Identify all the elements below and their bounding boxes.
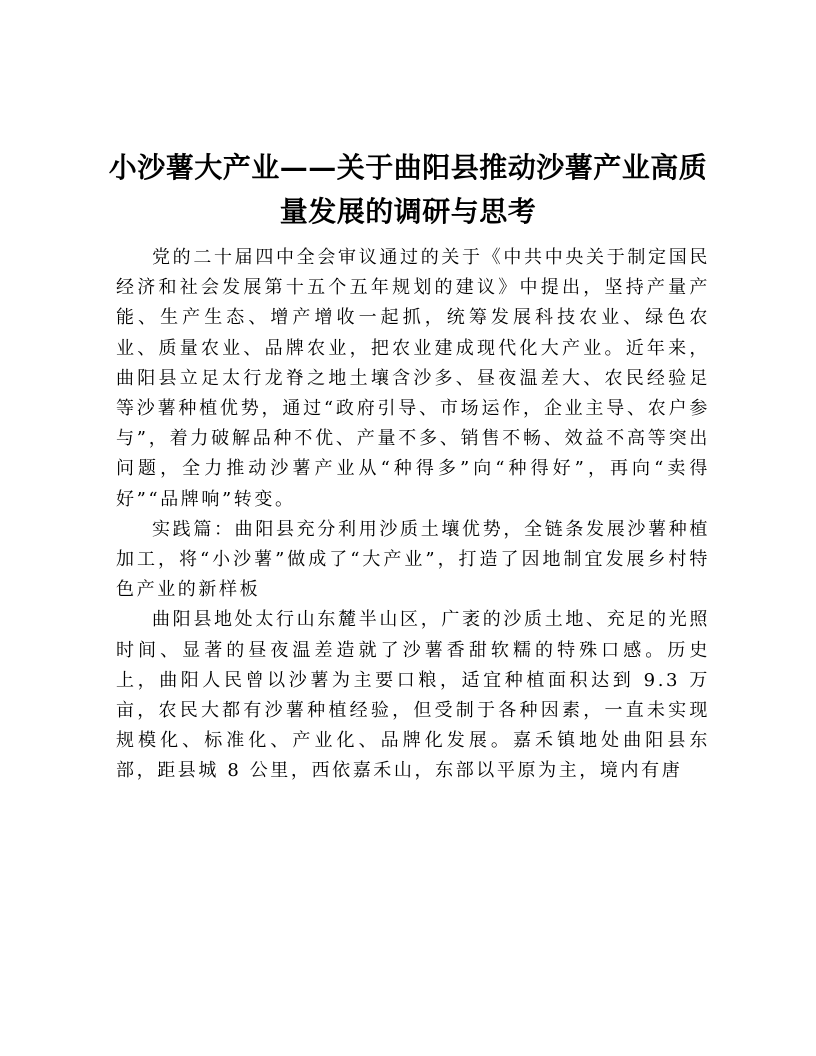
paragraph-practice-heading: 实践篇：曲阳县充分利用沙质土壤优势，全链条发展沙薯种植加工，将“小沙薯”做成了“大产业”，打造了因地制宜发展乡村特色产业的新样板 xyxy=(116,518,710,601)
document-body xyxy=(116,243,710,787)
document-title: 小沙薯大产业——关于曲阳县推动沙薯产业高质量发展的调研与思考 xyxy=(108,151,708,228)
paragraph-intro: 党的二十届四中全会审议通过的关于《中共中央关于制定国民经济和社会发展第十五个五年规划的建议》中提出，坚持产量产能、生产生态、增产增收一起抓，统筹发展科技农业、绿色农业、质量农业、品牌农业，把农业建成现代化大产业。近年来，曲阳县立足太行龙脊之地土壤含沙多、昼夜温差大、农民经验足等沙薯种植优势，通过“政府引导、市场运作，企业主导、农户参与”，着力破解品种不优、产量不多、销售不畅、效益不高等突出问题，全力推动沙薯产业从“种得多”向“种得好”，再向“卖得好”“品牌响”转变。 xyxy=(116,247,710,510)
paragraph-quyang-overview: 曲阳县地处太行山东麓半山区，广袤的沙质土地、充足的光照时间、显著的昼夜温差造就了沙薯香甜软糯的特殊口感。历史上，曲阳人民曾以沙薯为主要口粮，适宜种植面积达到 9.3 万亩，农民大都有沙薯种植经验，但受制于各种因素，一直未实现规模化、标准化、产业化、品牌化发展。嘉禾镇地处曲阳县东部，距县城 8 公里，西依嘉禾山，东部以平原为主，境内有唐 xyxy=(116,609,710,782)
